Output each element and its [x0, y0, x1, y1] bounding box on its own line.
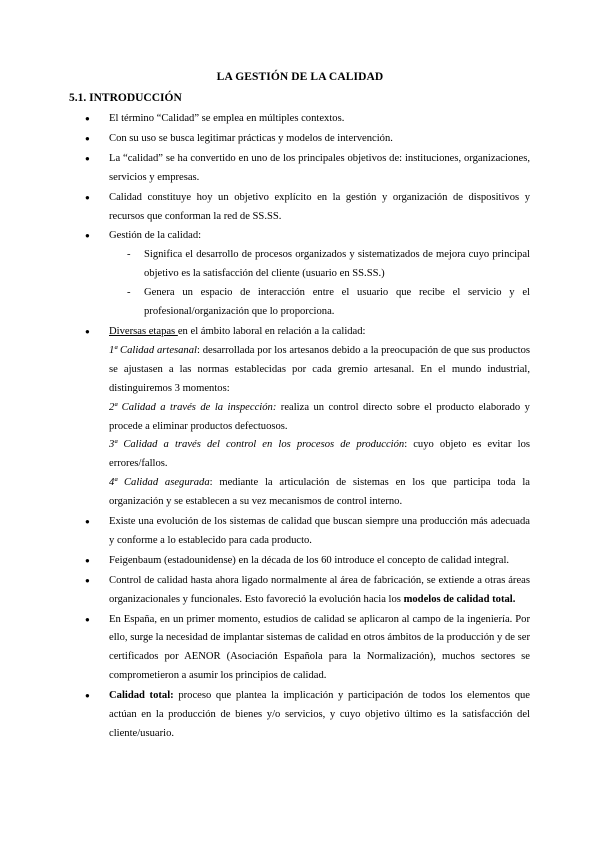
list-item-control: [80, 572, 530, 610]
etapa-heading: 2ª Calidad a través de la inspección:: [109, 401, 277, 413]
sub-item: - Significa el desarrollo de procesos organizados y sistematizados de mejora cuyo principal objetivo es la satisfacción del cliente (usuario en SS.SS.): [109, 246, 530, 284]
etapa-text: : mediante la articulación de sistemas en los que participa toda la organización y se establecen a su vez mecanismos de control interno.: [109, 477, 531, 508]
control-text: Control de calidad hasta ahora ligado normalmente al área de fabricación, se extiende a otras áreas organizacionales y funcionales. Esto favoreció la evolución hacia los: [109, 574, 530, 605]
list-item: ● Con su uso se busca legitimar prácticas y modelos de intervención.: [80, 130, 530, 149]
etapa-paragraph: [109, 399, 530, 437]
etapa-paragraph: [109, 436, 530, 474]
document-body: [80, 110, 530, 745]
etapa-text: : desarrollada por los artesanos debido a la preocupación de que sus productos se ajustasen a las normas establecidas por cada gremio artesanal. En el mundo industrial, distinguiremos 3 momentos:: [109, 344, 530, 394]
list-item-etapas: [80, 323, 530, 512]
etapa-heading: 3ª Calidad a través del control en los procesos de producción: [109, 439, 405, 451]
list-item: ● El término “Calidad” se emplea en múltiples contextos.: [80, 110, 530, 129]
etapas-label: en el ámbito laboral en relación a la calidad:: [177, 325, 366, 337]
control-bold: modelos de calidad total.: [403, 593, 516, 605]
total-text: proceso que plantea la implicación y participación de todos los elementos que actúan en la producción de bienes y/o servicios, y cuyo objetivo último es la satisfacción del cliente/usuario.: [109, 690, 531, 739]
list-item: ● En España, en un primer momento, estudios de calidad se aplicaron al campo de la ingeniería. Por ello, surge la necesidad de implantar sistemas de calidad en otros ámbitos de la producción y de ser certificados por AENOR (Asociación Española para la Normalización), muchos sectores se comprometieron a asumir los principios de calidad.: [80, 611, 530, 687]
list-item-gestion: [80, 227, 530, 322]
list-item: ● Existe una evolución de los sistemas de calidad que buscan siempre una producción más adecuada y conforme a lo establecido para cada producto.: [80, 513, 530, 551]
etapa-text: : cuyo objeto es evitar los errores/fallos.: [109, 439, 531, 470]
list-item: ● La “calidad” se ha convertido en uno de los principales objetivos de: instituciones, organizaciones, servicios y empresas.: [80, 150, 530, 188]
etapa-heading: 1ª Calidad artesanal: [109, 344, 197, 356]
gestion-label: Gestión de la calidad:: [109, 230, 202, 242]
sub-item: - Genera un espacio de interacción entre el usuario que recibe el servicio y el profesional/organización que lo proporciona.: [109, 284, 530, 322]
sub-list: [109, 246, 530, 322]
total-bold: Calidad total:: [109, 690, 174, 702]
etapa-paragraph: [109, 474, 530, 512]
etapa-paragraph: [109, 342, 530, 399]
bullet-list: [80, 110, 530, 744]
list-item-total: [80, 687, 530, 744]
document-title: LA GESTIÓN DE LA CALIDAD: [216, 71, 384, 83]
section-heading: 5.1. INTRODUCCIÓN: [69, 92, 182, 104]
etapa-heading: 4ª Calidad asegurada: [109, 477, 210, 489]
list-item: ● Calidad constituye hoy un objetivo explícito en la gestión y organización de dispositivos y recursos que conforman la red de SS.SS.: [80, 189, 530, 227]
etapa-text: realiza un control directo sobre el producto elaborado y procede a eliminar productos defectuosos.: [109, 401, 530, 432]
list-item: ● Feigenbaum (estadounidense) en la década de los 60 introduce el concepto de calidad integral.: [80, 552, 530, 571]
etapas-label-underlined: Diversas etapas: [109, 325, 178, 337]
